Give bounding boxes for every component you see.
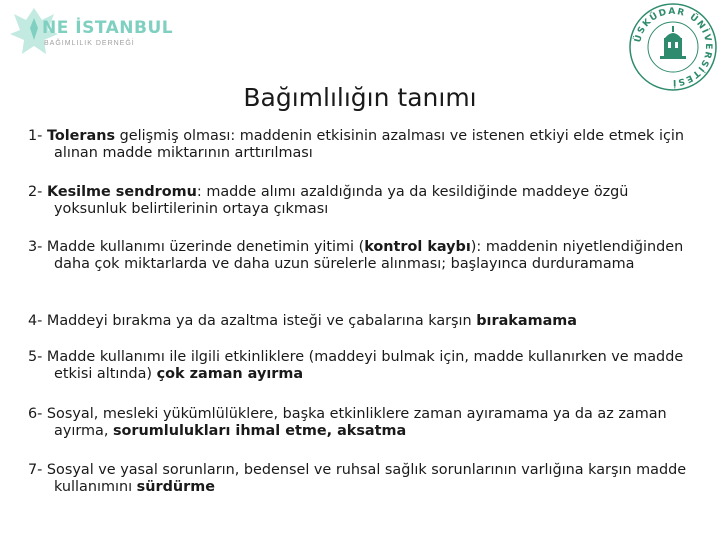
list-item bbox=[28, 184, 698, 218]
logo-left-subtext: BAĞIMLILIK DERNEĞİ bbox=[44, 40, 135, 47]
item-text: : madde alımı azaldığında ya da kesildiğinde maddeye özgü yoksunluk belirtilerinin ortaya çıkması bbox=[54, 184, 629, 217]
item-emphasis: sürdürme bbox=[136, 479, 215, 495]
list-item bbox=[28, 313, 577, 330]
list-item bbox=[28, 462, 698, 496]
item-text: ): maddenin niyetlendiğinden daha çok miktarlarda ve daha uzun sürelerle alınması; başlayınca durduramama bbox=[54, 239, 684, 272]
item-emphasis: sorumlulukları ihmal etme, aksatma bbox=[112, 423, 407, 439]
item-emphasis: Kesilme sendromu bbox=[46, 184, 197, 200]
university-seal bbox=[628, 2, 718, 92]
item-emphasis: kontrol kaybı bbox=[364, 239, 471, 255]
item-prefix: 7- Sosyal ve yasal sorunların, bedensel ve ruhsal sağlık sorunlarının varlığına karşın madde kullanımını bbox=[28, 462, 687, 495]
logo-left-text: NE İSTANBUL bbox=[42, 18, 174, 38]
list-item bbox=[28, 406, 698, 440]
seal-text: ÜSKÜDAR ÜNİVERSİTESİ bbox=[633, 6, 714, 88]
item-emphasis: bırakamama bbox=[476, 313, 577, 329]
item-emphasis: Tolerans bbox=[46, 128, 116, 144]
item-prefix: 1- bbox=[28, 128, 47, 144]
item-text: gelişmiş olması: maddenin etkisinin azalması ve istenen etkiyi elde etmek için alınan madde miktarının arttırılması bbox=[54, 128, 684, 161]
list-item bbox=[28, 239, 698, 273]
item-prefix: 5- Madde kullanımı ile ilgili etkinliklere (maddeyi bulmak için, madde kullanırken ve madde etkisi altında) bbox=[28, 349, 684, 382]
item-prefix: 3- Madde kullanımı üzerinde denetimin yitimi ( bbox=[28, 239, 365, 255]
left-logo bbox=[4, 0, 174, 64]
page-title: Bağımlılığın tanımı bbox=[243, 82, 477, 112]
item-emphasis: çok zaman ayırma bbox=[156, 366, 304, 382]
list-item bbox=[28, 349, 698, 383]
item-prefix: 2- bbox=[28, 184, 47, 200]
seal-building-icon bbox=[660, 26, 686, 59]
list-item bbox=[28, 128, 698, 162]
item-prefix: 6- Sosyal, mesleki yükümlülüklere, başka etkinliklere zaman ayıramama ya da az zaman ayırma, bbox=[28, 406, 667, 439]
item-prefix: 4- Maddeyi bırakma ya da azaltma isteği ve çabalarına karşın bbox=[28, 313, 477, 329]
